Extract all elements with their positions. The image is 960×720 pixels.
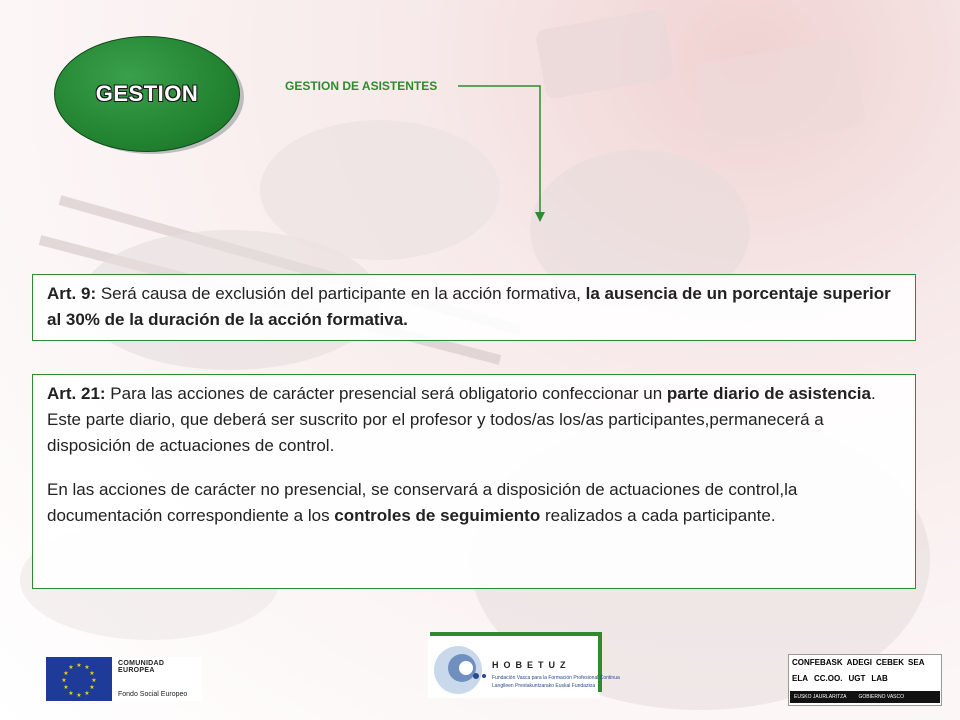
svg-text:★: ★	[91, 677, 97, 684]
hobetuz-title: HOBETUZ	[492, 660, 571, 670]
partners-row-2	[792, 674, 894, 683]
svg-text:★: ★	[68, 690, 74, 697]
confebask-label: CONFEBASK	[792, 658, 843, 667]
article-9-bold-text: la ausencia de un porcentaje superior al 30% de la duración de la acción formativa.	[47, 284, 891, 329]
svg-text:★: ★	[76, 662, 82, 669]
article-21-p2-bold: controles de seguimiento	[334, 506, 541, 525]
adegi-label: ADEGI	[846, 658, 873, 667]
article-9-box	[32, 274, 916, 341]
hobetuz-subtitle-2: Langileen Prestakuntzarako Euskal Fundazioa	[492, 683, 596, 689]
ccoo-label: CC.OO.	[814, 674, 843, 683]
lab-label: LAB	[871, 674, 888, 683]
eu-logo	[46, 657, 202, 701]
eusko-label: EUSKO JAURLARITZA	[794, 694, 847, 700]
eu-flag-icon	[46, 657, 112, 701]
eu-line-1: COMUNIDAD EUROPEA	[118, 660, 165, 674]
hobetuz-swirl-icon	[432, 640, 492, 698]
partners-footer-bar	[790, 691, 940, 703]
svg-text:★: ★	[63, 670, 69, 677]
badge-label: GESTION	[95, 81, 199, 106]
article-9-label: Art. 9:	[47, 284, 97, 303]
sea-label: SEA	[908, 658, 925, 667]
eu-line-2: Fondo Social Europeo	[118, 691, 188, 698]
svg-text:★: ★	[63, 684, 69, 691]
hobetuz-subtitle-1: Fundación Vasca para la Formación Profesional Continua	[492, 675, 620, 681]
article-21-p2-text-b: realizados a cada participante.	[540, 506, 776, 525]
article-21-paragraph-2	[47, 477, 901, 529]
gobierno-label: GOBIERNO VASCO	[858, 694, 904, 700]
partners-row-1	[792, 658, 928, 667]
svg-text:★: ★	[76, 692, 82, 699]
article-21-paragraph-1	[47, 381, 901, 459]
article-9-text: Será causa de exclusión del participante en la acción formativa,	[96, 284, 586, 303]
svg-text:★: ★	[84, 690, 90, 697]
article-21-p2-text-a: En las acciones de carácter no presencial, se conservará a disposición de actuaciones de control,la documentación correspondiente a los	[47, 480, 798, 525]
svg-text:★: ★	[84, 664, 90, 671]
section-label: GESTION DE ASISTENTES	[285, 79, 438, 93]
ela-label: ELA	[792, 674, 808, 683]
article-21-bold-1: parte diario de asistencia	[666, 384, 871, 403]
svg-text:★: ★	[89, 670, 95, 677]
svg-text:★: ★	[89, 684, 95, 691]
article-21-text-a: Para las acciones de carácter presencial será obligatorio confeccionar un	[105, 384, 667, 403]
article-21-box	[32, 374, 916, 589]
svg-text:★: ★	[68, 664, 74, 671]
svg-text:★: ★	[61, 677, 67, 684]
article-21-text-b: . Este parte diario, que deberá ser suscrito por el profesor y todos/as los/as participantes,permanecerá a disposición de actuaciones de control.	[47, 384, 876, 455]
ugt-label: UGT	[848, 674, 866, 683]
cebek-label: CEBEK	[876, 658, 905, 667]
article-21-label: Art. 21:	[47, 384, 106, 403]
